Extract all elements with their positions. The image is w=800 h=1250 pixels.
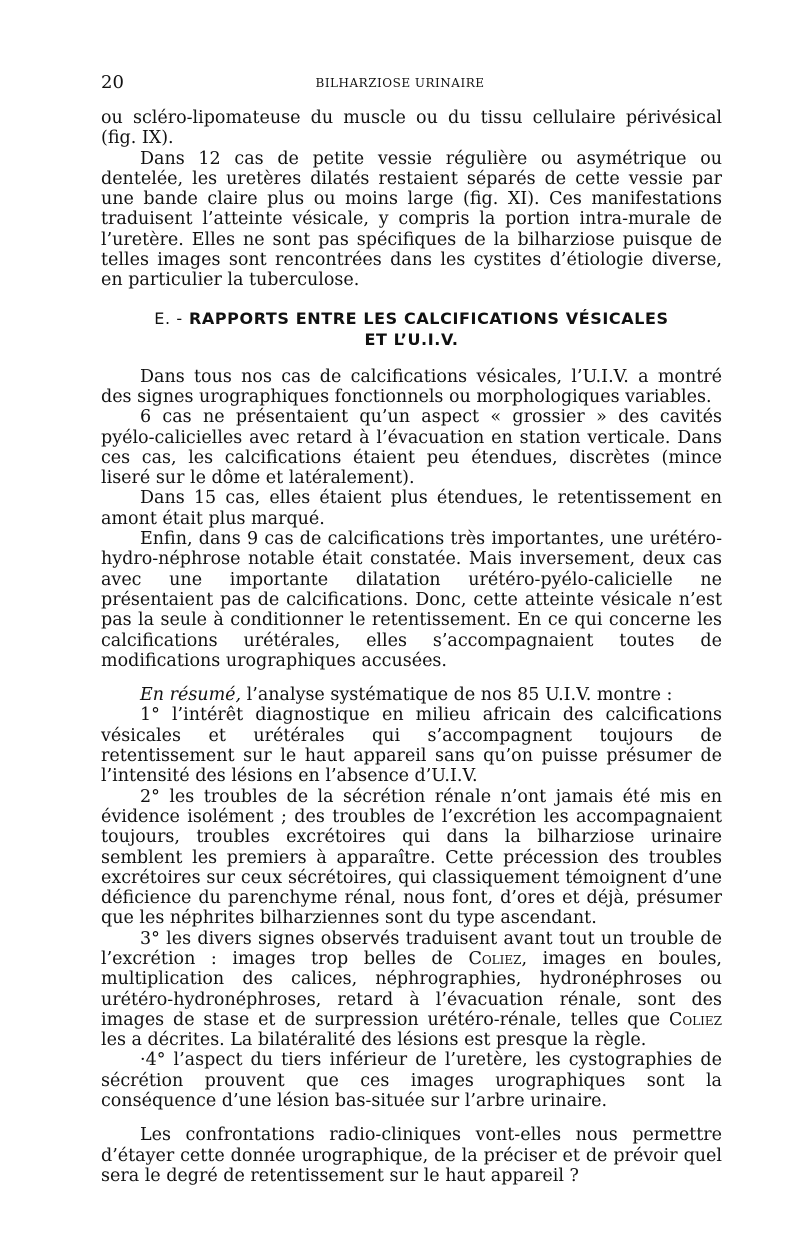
summary-item-1: 1° l’intérêt diagnostique en milieu africain des calcifications vésicales et urétérales qui s’accompagnent toujours de retentissement sur le haut appareil sans qu’on puisse présumer de l’intensité des lésions en l’absence d’U.I.V. bbox=[101, 705, 722, 787]
paragraph-nine-cases: Enfin, dans 9 cas de calcifications très importantes, une urétéro-hydro-néphrose notable était constatée. Mais inversement, deux cas avec une importante dilatation urétéro-pyélo-calicielle ne présentaient pas de calcifications. Donc, cette atteinte vésicale n’est pas la seule à conditionner le retentissement. En ce qui concerne les calcifications urétérales, elles s’accompagnaient toutes de modifications urographiques accusées. bbox=[101, 529, 722, 671]
paragraph-small-bladder: Dans 12 cas de petite vessie régulière ou asymétrique ou dentelée, les uretères dilatés restaient séparés de cette vessie par une bande claire plus ou moins large (fig. XI). Ces manifestations traduisent l’atteinte vésicale, y compris la portion intra-murale de l’uretère. Elles ne sont pas spécifiques de la bilharziose puisque de telles images sont rencontrées dans les cystites d’étiologie diverse, en particulier la tuberculose. bbox=[101, 148, 722, 291]
page-number: 20 bbox=[101, 72, 124, 93]
section-letter: E. - bbox=[154, 308, 183, 328]
page-body bbox=[101, 108, 722, 1186]
author-name-coliez: Coliez bbox=[468, 948, 522, 969]
summary-lead-italic: En résumé, bbox=[140, 685, 242, 706]
summary-item-3-part-b: , images en boules, multiplication des calices, néphrographies, hydronéphroses ou urétéro-hydronéphroses, retard à l’évacuation rénale, sont des images de stase et de surpression urétéro-rénale, telles que bbox=[101, 948, 722, 1030]
paragraph-all-cases: Dans tous nos cas de calcifications vésicales, l’U.I.V. a montré des signes urographiques fonctionnels ou morphologiques variables. bbox=[101, 366, 722, 407]
summary-item-2: 2° les troubles de la sécrétion rénale n’ont jamais été mis en évidence isolément ; des troubles de l’excrétion les accompagnaient toujours, troubles excrétoires qui dans la bilharziose urinaire semblent les premiers à apparaître. Cette précession des troubles excrétoires sur ceux sécrétoires, qui classiquement témoignent d’une déficience du parenchyme rénal, nous font, d’ores et déjà, présumer que les néphrites bilharziennes sont du type ascendant. bbox=[101, 786, 722, 929]
author-name-coliez: Coliez bbox=[668, 1009, 722, 1030]
paragraph-six-cases: 6 cas ne présentaient qu’un aspect « grossier » des cavités pyélo-calicielles avec retard à l’évacuation en station verticale. Dans ces cas, les calcifications étaient peu étendues, discrètes (mince liseré sur le dôme et latéralement). bbox=[101, 407, 722, 489]
summary-item-3 bbox=[101, 929, 722, 1051]
section-title-line1: RAPPORTS ENTRE LES CALCIFICATIONS VÉSICALES bbox=[188, 308, 669, 328]
paragraph-fifteen-cases: Dans 15 cas, elles étaient plus étendues, le retentissement en amont était plus marqué. bbox=[101, 488, 722, 529]
section-heading bbox=[101, 308, 722, 350]
paragraph-continuation: ou scléro-lipomateuse du muscle ou du tissu cellulaire périvésical (fig. IX). bbox=[101, 108, 722, 149]
section-heading-line1 bbox=[101, 308, 722, 329]
running-title: BILHARZIOSE URINAIRE bbox=[315, 76, 485, 90]
page-header bbox=[101, 72, 699, 94]
summary-item-4: ·4° l’aspect du tiers inférieur de l’uretère, les cystographies de sécrétion prouvent que ces images urographiques sont la conséquence d’une lésion bas-située sur l’arbre urinaire. bbox=[101, 1050, 722, 1112]
section-title-line2: ET L’U.I.V. bbox=[364, 329, 459, 349]
closing-paragraph: Les confrontations radio-cliniques vont-elles nous permettre d’étayer cette donnée urographique, de la préciser et de prévoir quel sera le degré de retentissement sur le haut appareil ? bbox=[101, 1125, 722, 1186]
summary-lead-text: l’analyse systématique de nos 85 U.I.V. montre : bbox=[241, 685, 673, 706]
summary-item-3-part-a: 3° les divers signes observés traduisent avant tout un trouble de l’excrétion : images trop belles de bbox=[101, 928, 722, 969]
summary-lead bbox=[101, 685, 722, 705]
summary-item-3-part-c: les a décrites. La bilatéralité des lésions est presque la règle. bbox=[101, 1030, 647, 1051]
